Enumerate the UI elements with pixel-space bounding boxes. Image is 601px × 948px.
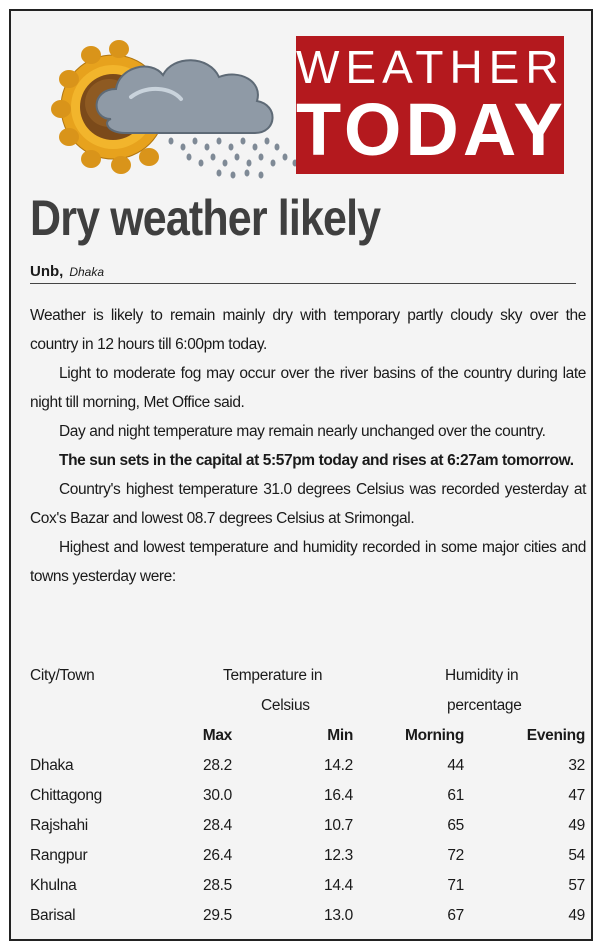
min-cell: 16.4 <box>324 787 353 804</box>
min-cell: 13.0 <box>324 907 353 924</box>
max-cell: 28.4 <box>203 817 232 834</box>
evening-header: Evening <box>526 727 585 744</box>
morning-cell: 44 <box>447 757 464 774</box>
table-header-row <box>30 661 586 691</box>
max-cell: 28.5 <box>203 877 232 894</box>
sun-cloud-rain-icon <box>51 29 311 179</box>
min-cell: 14.4 <box>324 877 353 894</box>
temperature-unit-header: Celsius <box>261 697 310 714</box>
evening-cell: 49 <box>568 817 585 834</box>
city-cell: Rajshahi <box>30 817 88 834</box>
city-column-header: City/Town <box>30 667 95 684</box>
morning-cell: 67 <box>447 907 464 924</box>
weather-today-badge <box>296 36 567 174</box>
weather-table <box>30 661 586 931</box>
min-cell: 14.2 <box>324 757 353 774</box>
morning-cell: 65 <box>447 817 464 834</box>
max-cell: 26.4 <box>203 847 232 864</box>
paragraph: Light to moderate fog may occur over the river basins of the country during late night till morning, Met Office said. <box>30 365 586 411</box>
paragraph: Country's highest temperature 31.0 degrees Celsius was recorded yesterday at Cox's Bazar and lowest 08.7 degrees Celsius at Srimongal. <box>30 481 586 527</box>
evening-cell: 49 <box>568 907 585 924</box>
city-cell: Rangpur <box>30 847 88 864</box>
temperature-column-header: Temperature in <box>223 667 323 684</box>
morning-header: Morning <box>404 727 464 744</box>
article-body <box>30 301 586 591</box>
evening-cell: 54 <box>568 847 585 864</box>
paragraph: Day and night temperature may remain nearly unchanged over the country. <box>59 423 546 440</box>
evening-cell: 32 <box>568 757 585 774</box>
morning-cell: 61 <box>447 787 464 804</box>
byline-agency: Unb, <box>30 263 64 280</box>
badge-line-today: TODAY <box>296 88 567 171</box>
min-header: Min <box>327 727 353 744</box>
table-subheader-row <box>30 721 586 751</box>
city-cell: Dhaka <box>30 757 74 774</box>
city-cell: Khulna <box>30 877 77 894</box>
table-row <box>30 781 586 811</box>
humidity-column-header: Humidity in <box>445 667 519 684</box>
table-row <box>30 871 586 901</box>
city-cell: Barisal <box>30 907 76 924</box>
table-row <box>30 811 586 841</box>
humidity-unit-header: percentage <box>447 697 522 714</box>
paragraph: Weather is likely to remain mainly dry with temporary partly cloudy sky over the country in 12 hours till 6:00pm today. <box>30 307 586 353</box>
byline-place: Dhaka <box>69 265 105 279</box>
max-header: Max <box>202 727 232 744</box>
max-cell: 29.5 <box>203 907 232 924</box>
morning-cell: 72 <box>447 847 464 864</box>
table-row <box>30 841 586 871</box>
evening-cell: 57 <box>568 877 585 894</box>
max-cell: 30.0 <box>203 787 232 804</box>
max-cell: 28.2 <box>203 757 232 774</box>
city-cell: Chittagong <box>30 787 102 804</box>
table-header-row-2 <box>30 691 586 721</box>
table-row <box>30 901 586 931</box>
min-cell: 12.3 <box>324 847 353 864</box>
article-frame <box>9 9 593 941</box>
morning-cell: 71 <box>447 877 464 894</box>
evening-cell: 47 <box>568 787 585 804</box>
byline <box>30 263 104 280</box>
min-cell: 10.7 <box>324 817 353 834</box>
headline: Dry weather likely <box>30 190 381 246</box>
badge-line-weather: WEATHER <box>296 41 565 93</box>
paragraph-sun-times: The sun sets in the capital at 5:57pm today and rises at 6:27am tomorrow. <box>59 452 574 469</box>
paragraph: Highest and lowest temperature and humidity recorded in some major cities and towns yesterday were: <box>30 539 586 585</box>
byline-divider <box>30 283 576 284</box>
table-row <box>30 751 586 781</box>
